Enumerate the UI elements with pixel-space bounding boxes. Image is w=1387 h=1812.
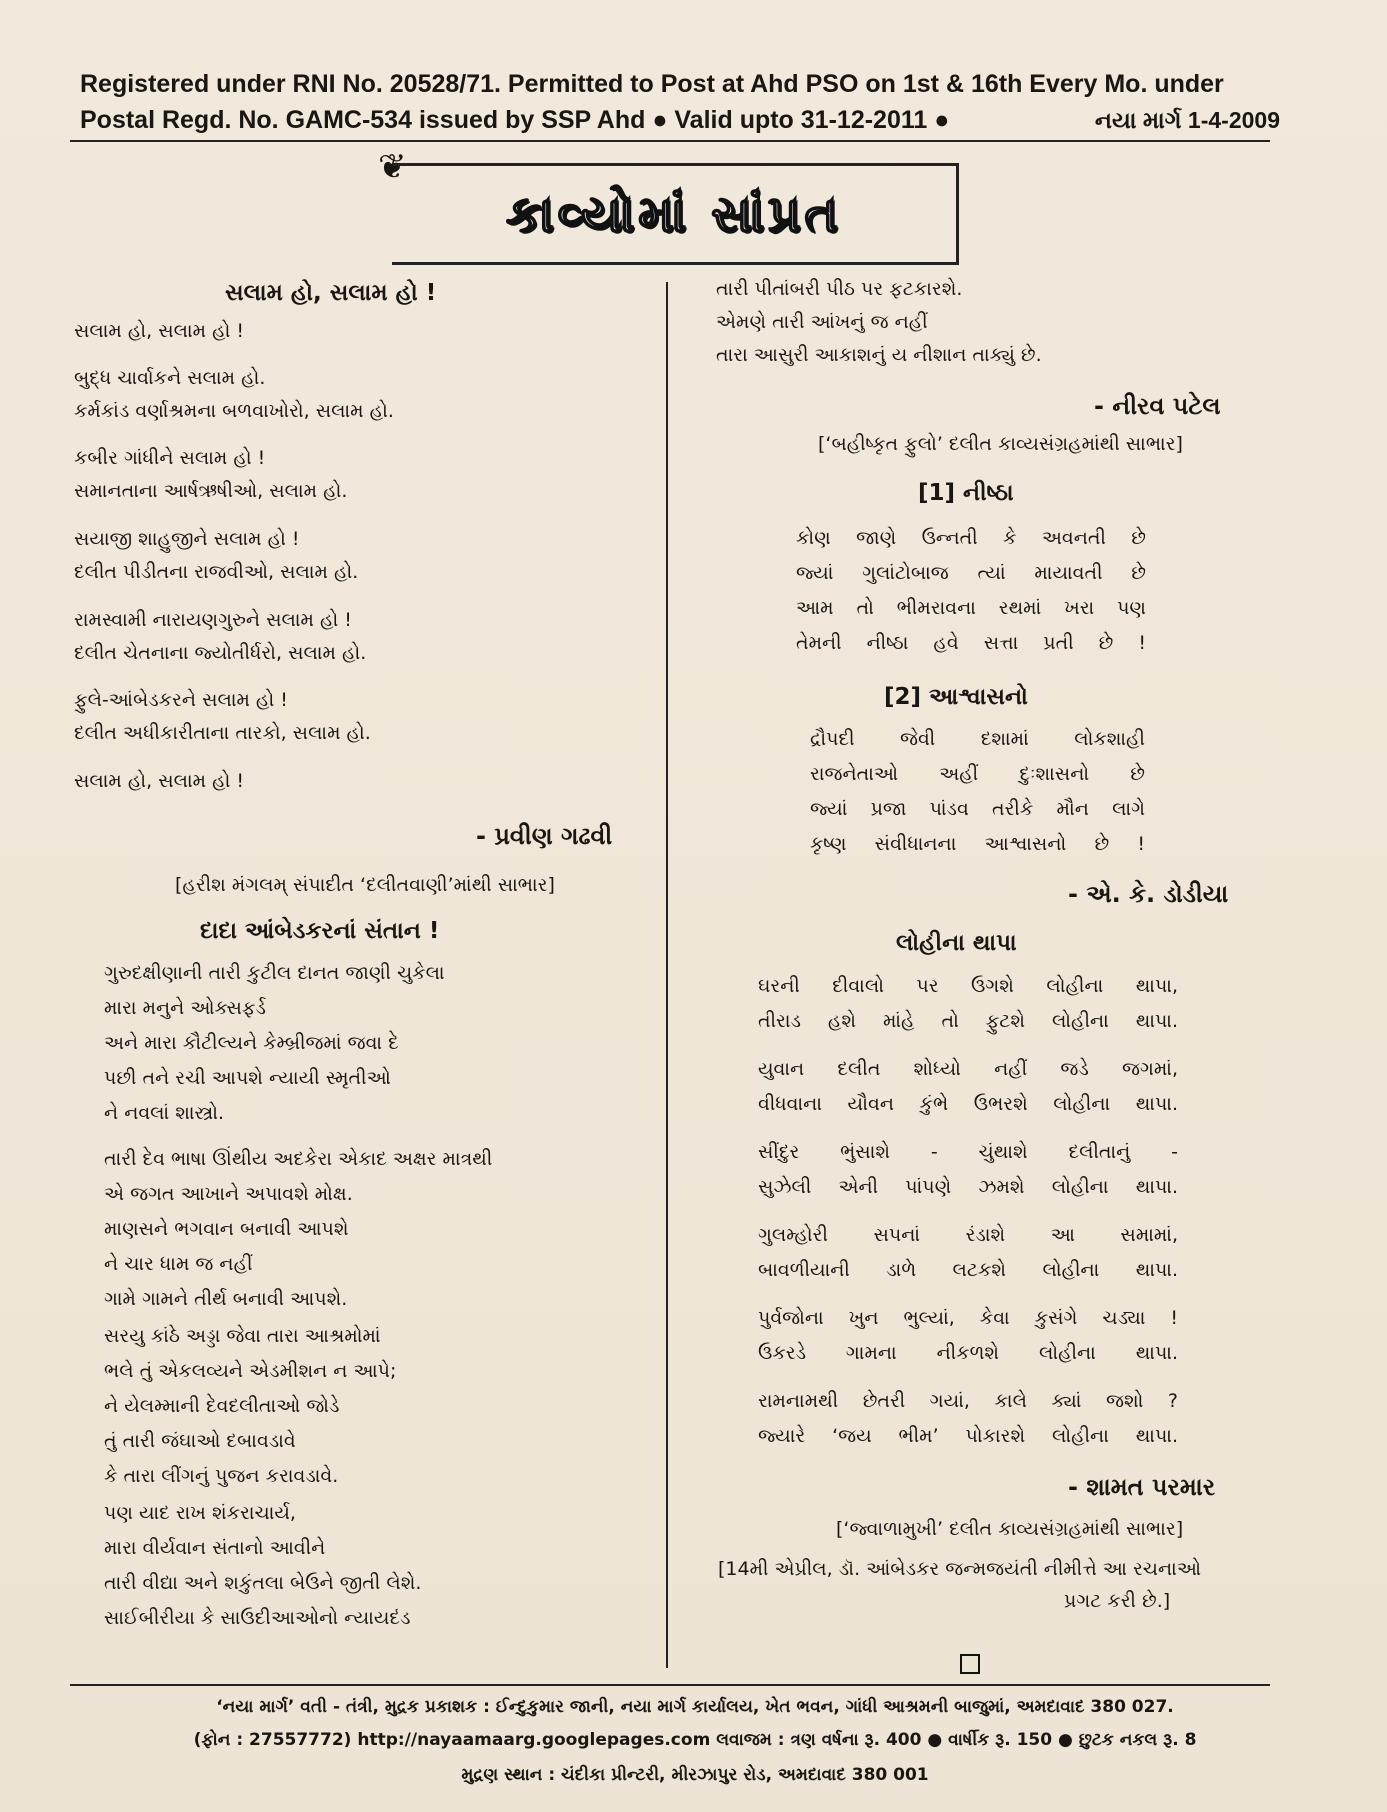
poem2-line: તું તારી જંઘાઓ દબાવડાવે — [104, 1430, 296, 1452]
poem3-line: કોણ જાણે ઉન્નતી કે અવનતી છે — [796, 527, 1146, 549]
poem4-line: રામનામથી છેતરી ગયાં, કાલે ક્યાં જશો ? — [758, 1390, 1178, 1412]
poem2-source: [‘બહીષ્કૃત ફુલો’ દલીત કાવ્યસંગ્રહમાંથી સાભાર] — [818, 433, 1183, 455]
poem1-title: સલામ હો, સલામ હો ! — [225, 280, 437, 306]
postal-header-line2: Postal Regd. No. GAMC-534 issued by SSP Ahd ● Valid upto 31-12-2011 ● — [80, 106, 950, 134]
poem2-line: મારા વીર્યવાન સંતાનો આવીને — [104, 1537, 326, 1559]
poem1-line: કર્મકાંડ વર્ણાશ્રમના બળવાખોરો, સલામ હો. — [74, 400, 394, 422]
poem3-line: કૃષ્ણ સંવીધાનના આશ્વાસનો છે ! — [810, 833, 1145, 855]
editor-note-line2: પ્રગટ કરી છે.] — [1064, 1590, 1171, 1612]
footer-rule — [70, 1684, 1270, 1686]
postal-header — [80, 66, 1280, 138]
poem1-line: બુદ્ધ ચાર્વાકને સલામ હો. — [74, 367, 266, 389]
poem2-line: તારી દેવ ભાષા ઊંથીય અદકેરા એકાદ અક્ષર માત્રથી — [104, 1148, 493, 1170]
poem1-line: સમાનતાના આર્ષઋષીઓ, સલામ હો. — [74, 480, 348, 502]
poem4-line: બાવળીયાની ડાળે લટકશે લોહીના થાપા. — [758, 1259, 1178, 1281]
poem3-author: - એ. કે. ડોડીયા — [1068, 880, 1229, 908]
poem1-line: દલીત પીડીતના રાજવીઓ, સલામ હો. — [74, 561, 359, 583]
poem1-line: સલામ હો, સલામ હો ! — [74, 770, 244, 792]
poem1-line: ફુલે-આંબેડકરને સલામ હો ! — [74, 689, 288, 711]
poem4-line: પુર્વજોના ખુન ભુલ્યાં, કેવા કુસંગે ચડ્યા ! — [758, 1307, 1178, 1329]
poem4-line: સુઝેલી એની પાંપણે ઝમશે લોહીના થાપા. — [758, 1176, 1178, 1198]
poem1-line: રામસ્વામી નારાયણગુરુને સલામ હો ! — [74, 609, 352, 631]
poem2-author: - નીરવ પટેલ — [1094, 392, 1221, 420]
editor-note-line1: [14મી એપ્રીલ, ડૉ. આંબેડકર જન્મજયંતી નીમીત્તે આ રચનાઓ — [718, 1558, 1201, 1580]
poem4-line: જ્યારે ‘જય ભીમ’ પોકારશે લોહીના થાપા. — [758, 1425, 1178, 1447]
section-title: કાવ્યોમાં સાંપ્રત — [506, 184, 842, 243]
poem1-line: સયાજી શાહુજીને સલામ હો ! — [74, 528, 300, 550]
column-divider — [666, 282, 668, 1668]
poem1-author: - પ્રવીણ ગઢવી — [476, 822, 613, 850]
poem1-line: દલીત અધીકારીતાના તારકો, સલામ હો. — [74, 722, 371, 744]
poem4-line: ઉકરડે ગામના નીકળશે લોહીના થાપા. — [758, 1342, 1178, 1364]
poem4-line: તીરાડ હશે માંહે તો ફુટશે લોહીના થાપા. — [758, 1010, 1178, 1032]
poem4-line: ઘરની દીવાલો પર ઉગશે લોહીના થાપા, — [758, 975, 1178, 997]
poem2-line: મારા મનુને ઓક્સફર્ડ — [104, 997, 266, 1019]
section-title-box — [392, 163, 959, 265]
poem1-line: કબીર ગાંધીને સલામ હો ! — [74, 447, 266, 469]
poem2-line: તારા આસુરી આકાશનું ય નીશાન તાક્યું છે. — [716, 344, 1042, 366]
poem4-source: [‘જ્વાળામુખી’ દલીત કાવ્યસંગ્રહમાંથી સાભાર] — [836, 1518, 1184, 1540]
poem4-line: યુવાન દલીત શોધ્યો નહીં જડે જગમાં, — [758, 1058, 1178, 1080]
poem3-line: દ્રૌપદી જેવી દશામાં લોકશાહી — [810, 728, 1145, 750]
poem2-line: ભલે તું એકલવ્યને એડમીશન ન આપે; — [104, 1360, 397, 1382]
poem3-line: જ્યાં પ્રજા પાંડવ તરીકે મૌન લાગે — [810, 798, 1145, 820]
poem1-line: દલીત ચેતનાના જ્યોતીર્ધરો, સલામ હો. — [74, 642, 367, 664]
poem2-line: ગામે ગામને તીર્થ બનાવી આપશે. — [104, 1288, 348, 1310]
issue-date: નયા માર્ગ 1-4-2009 — [1094, 107, 1280, 133]
poem2-line: અને મારા કૌટીલ્યને કેમ્બ્રીજમાં જવા દે — [104, 1032, 399, 1054]
poem4-line: ગુલમ્હોરી સપનાં રંડાશે આ સમામાં, — [758, 1224, 1178, 1246]
poem1-source: [હરીશ મંગલમ્ સંપાદીત ‘દલીતવાણી’માંથી સાભાર] — [175, 874, 555, 896]
poem2-line: ને યેલમ્માની દેવદલીતાઓ જોડે — [104, 1395, 340, 1417]
poem2-line: ગુરુદક્ષીણાની તારી કુટીલ દાનત જાણી ચુકેલા — [104, 962, 445, 984]
quill-ornament-icon: ❦ — [378, 147, 407, 187]
footer-line3: મુદ્રણ સ્થાન : ચંદીકા પ્રીન્ટરી, મીરઝાપુર રોડ, અમદાવાદ 380 001 — [461, 1765, 929, 1785]
poem3-part2-title: [2] આશ્વાસનો — [884, 684, 1028, 710]
poem2-line: ને ચાર ધામ જ નહીં — [104, 1253, 253, 1275]
postal-header-line1: Registered under RNI No. 20528/71. Permitted to Post at Ahd PSO on 1st & 16th Every Mo. under — [80, 70, 1224, 98]
poem1-line: સલામ હો, સલામ હો ! — [74, 320, 244, 342]
poem3-part1-title: [1] નીષ્ઠા — [918, 480, 1014, 506]
footer-line1: ‘નયા માર્ગ’ વતી - તંત્રી, મુદ્રક પ્રકાશક : ઈન્દુકુમાર જાની, નયા માર્ગ કાર્યાલય, ખેત ભવન, ગાંધી આશ્રમની બાજુમાં, અમદાવાદ 380 027. — [216, 1697, 1174, 1717]
poem3-line: જ્યાં ગુલાંટોબાજ ત્યાં માયાવતી છે — [796, 562, 1146, 584]
poem2-line: પણ યાદ રાખ શંકરાચાર્ય, — [104, 1502, 296, 1524]
poem4-author: - શામત પરમાર — [1068, 1473, 1216, 1501]
poem2-line: કે તારા લીંગનું પુજન કરાવડાવે. — [104, 1465, 339, 1487]
poem4-line: વીધવાના યૌવન કુંભે ઉભરશે લોહીના થાપા. — [758, 1093, 1178, 1115]
poem2-line: પછી તને રચી આપશે ન્યાયી સ્મૃતીઓ — [104, 1067, 391, 1089]
poem2-line: સાઈબીરીયા કે સાઉદીઆઓનો ન્યાયદંડ — [104, 1607, 411, 1629]
poem2-line: ને નવલાં શાસ્ત્રો. — [104, 1102, 225, 1124]
poem2-line: એ જગત આખાને અપાવશે મોક્ષ. — [104, 1183, 353, 1205]
poem2-line: તારી વીદ્યા અને શકુંતલા બેઉને જીતી લેશે. — [104, 1572, 422, 1594]
header-rule — [70, 140, 1270, 142]
poem2-line: માણસને ભગવાન બનાવી આપશે — [104, 1218, 349, 1240]
poem2-line: એમણે તારી આંખનું જ નહીં — [716, 311, 928, 333]
poem3-line: રાજનેતાઓ અહીં દુઃશાસનો છે — [810, 763, 1145, 785]
poem3-line: આમ તો ભીમરાવના રથમાં ખરા પણ — [796, 597, 1146, 619]
poem4-title: લોહીના થાપા — [896, 930, 1017, 956]
end-mark-box — [960, 1654, 980, 1674]
poem2-line: સરયુ કાંઠે અડ્ડા જેવા તારા આશ્રમોમાં — [104, 1325, 381, 1347]
poem4-line: સીંદુર ભુંસાશે - ચુંથાશે દલીતાનું - — [758, 1141, 1178, 1163]
poem2-line: તારી પીતાંબરી પીઠ પર ફટકારશે. — [716, 278, 963, 300]
footer-line2: (ફોન : 27557772) http://nayaamaarg.googlepages.com લવાજમ : ત્રણ વર્ષના રૂ. 400 ● વાર્ષીક રૂ. 150 ● છુટક નકલ રૂ. 8 — [193, 1730, 1197, 1750]
poem3-line: તેમની નીષ્ઠા હવે સત્તા પ્રતી છે ! — [796, 632, 1146, 654]
poem2-title: દાદા આંબેડકરનાં સંતાન ! — [200, 918, 440, 944]
